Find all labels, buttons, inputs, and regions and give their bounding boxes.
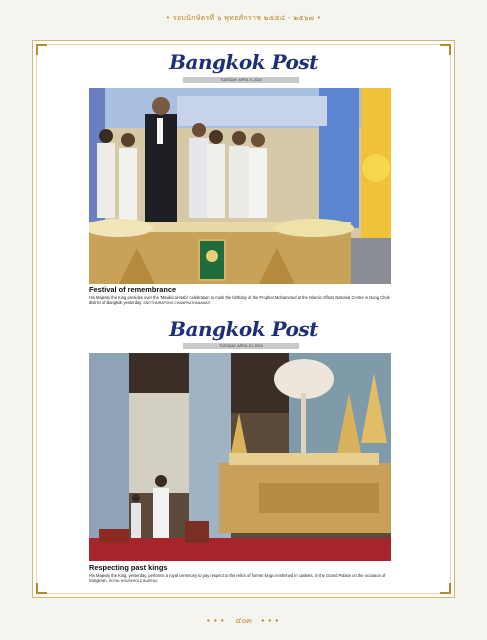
photo-credit: SNITTHAIRAPONG CHAMPHATHANAMATI [143, 301, 211, 305]
caption-text: His Majesty the King presides over the 'Mawlid al-Nabi' celebration to mark the birthday of the Prophet Mohammed at the Islamic Affairs National Centre in Nong Chok district of Bangkok yesterday. [89, 295, 390, 305]
corner-ornament [440, 583, 451, 594]
page-number-text: ๔๐๓ [235, 616, 252, 625]
dateline: TUESDAY, APRIL 9, 2019 [183, 77, 299, 83]
corner-ornament [36, 583, 47, 594]
clipping-caption [89, 573, 391, 584]
photo-credit: ROYAL HOUSEHOLD BUREAU [108, 579, 158, 583]
caption-text: His Majesty the King, yesterday, performs a royal ceremony to pay respect to the relics of former kings enshrined in caskets, in the Grand Palace on the occasion of Songkran. [89, 573, 386, 583]
clipping-photo-festival [89, 88, 391, 284]
page-header: • รอบนักษัตรที่ ๖ พุทธศักราช ๒๕๕๔ - ๒๕๖๗ • [165, 14, 322, 22]
newspaper-masthead: Bangkok Post [169, 317, 318, 341]
clipping-caption [89, 295, 391, 306]
page-number: ∙∙∙ ๔๐๓ ∙∙∙ [205, 616, 282, 625]
clipping-headline: Respecting past kings [89, 563, 168, 572]
newspaper-masthead: Bangkok Post [169, 50, 318, 74]
clipping-photo-past-kings [89, 353, 391, 561]
dateline: TUESDAY, APRIL 10, 2019 [183, 343, 299, 349]
clipping-headline: Festival of remembrance [89, 285, 177, 294]
